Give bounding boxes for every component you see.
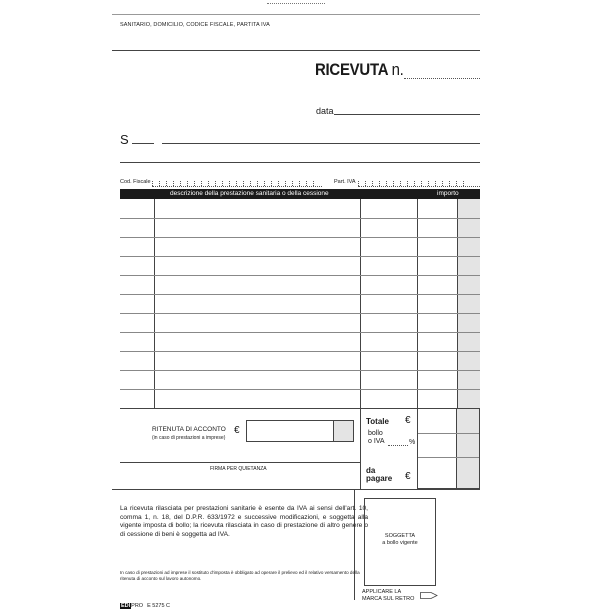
table-row — [120, 370, 480, 371]
table-row — [120, 389, 480, 390]
receipt-sheet — [112, 14, 480, 609]
bollo-label — [368, 430, 385, 446]
table-row — [120, 275, 480, 276]
da-pagare-euro-sign: € — [405, 471, 411, 482]
stamp-caption-line2: MARCA SUL RETRO — [362, 595, 415, 602]
legal-note-secondary: In caso di prestazioni ad imprese il sostituto d'imposta è obbligato ad operare il prelievo ed il relativo versamento della ritenuta di acconto sul lavoro autonomo. — [120, 570, 360, 581]
totale-euro-sign: € — [405, 415, 411, 426]
items-table[interactable] — [120, 199, 480, 409]
stamp-line1: SOGGETTA — [384, 533, 416, 539]
stamp-caption — [362, 589, 414, 602]
firma-line[interactable] — [120, 462, 360, 463]
date-field[interactable] — [334, 114, 480, 115]
product-code: E 5275 C — [147, 603, 171, 609]
receipt-number-field[interactable] — [404, 78, 480, 79]
recipient-label: S — [120, 132, 129, 147]
totals-amount-column[interactable] — [417, 409, 480, 489]
bollo-line2: o IVA — [368, 438, 385, 445]
table-row — [120, 313, 480, 314]
brand-name: EDI — [121, 603, 131, 609]
stamp-caption-line1: APPLICARE LA — [362, 589, 402, 595]
stamp-area — [364, 498, 436, 586]
stamp-text — [365, 533, 435, 547]
table-row — [120, 332, 480, 333]
receipt-title — [315, 60, 404, 80]
partita-iva-field[interactable] — [358, 179, 480, 187]
footer — [120, 603, 170, 609]
totale-row-line — [418, 433, 479, 434]
footer-divider — [112, 489, 480, 490]
col-divider-4 — [457, 199, 458, 408]
bollo-row-line — [418, 457, 479, 458]
table-row — [120, 351, 480, 352]
col-divider-3 — [417, 199, 418, 408]
partita-iva-label: Part. IVA — [334, 179, 356, 185]
codice-fiscale-field[interactable] — [152, 179, 322, 187]
firma-label: FIRMA PER QUIETANZA — [210, 466, 267, 472]
recipient-address-field[interactable] — [120, 162, 480, 163]
top-border — [112, 14, 480, 15]
table-row — [120, 218, 480, 219]
ritenuta-amount-field[interactable] — [246, 420, 354, 442]
items-table-header — [120, 189, 480, 199]
stamp-line2: a bollo vigente — [382, 540, 418, 546]
col-amount-header: importo — [437, 190, 459, 197]
ritenuta-cents-cell — [333, 421, 353, 441]
percent-sign: % — [409, 439, 416, 446]
ritenuta-label: RITENUTA DI ACCONTO — [152, 426, 226, 433]
codice-fiscale-label: Cod. Fiscale — [120, 179, 151, 185]
da-label: da — [366, 466, 376, 475]
ritenuta-euro-sign: € — [234, 425, 240, 436]
perforation-line — [267, 3, 325, 4]
col-description-header: descrizione della prestazione sanitaria o della cessione — [170, 190, 329, 197]
col-divider-1 — [154, 199, 155, 408]
brand-suffix: PRO — [131, 603, 144, 609]
iva-percent-field[interactable] — [388, 445, 408, 446]
legal-note: La ricevuta rilasciata per prestazioni sanitarie è esente da IVA ai sensi dell'art. 10, comma 1, n. 18, del D.P.R. 633/1972 e successive modificazioni, e soggetta alla vigente imposta di bollo; la ricevuta rilasciata in caso di prestazione di altro genere o di cessione di beni è soggetta ad IVA. — [120, 505, 368, 538]
arrow-right-icon — [420, 591, 438, 600]
da-pagare-label — [366, 467, 392, 483]
issuer-header-label: SANITARIO, DOMICILIO, CODICE FISCALE, PARTITA IVA — [120, 22, 270, 28]
totale-label: Totale — [366, 417, 389, 426]
ritenuta-sub-label: (in caso di prestazioni a imprese) — [152, 435, 226, 441]
recipient-name-field[interactable] — [162, 143, 480, 144]
col-divider-2 — [360, 199, 361, 408]
totals-divider — [360, 409, 361, 489]
brand-logo — [120, 603, 143, 609]
receipt-number-label: n. — [391, 60, 404, 79]
totals-cents-shading — [456, 409, 479, 488]
table-row — [120, 256, 480, 257]
bollo-line1: bollo — [368, 430, 383, 437]
pagare-label: pagare — [366, 474, 393, 483]
recipient-title-field[interactable] — [132, 143, 154, 144]
table-row — [120, 237, 480, 238]
amount-cents-shading — [457, 199, 480, 408]
header-divider — [112, 50, 480, 51]
receipt-title-text: RICEVUTA — [315, 60, 388, 79]
table-row — [120, 294, 480, 295]
date-label: data — [316, 106, 334, 116]
